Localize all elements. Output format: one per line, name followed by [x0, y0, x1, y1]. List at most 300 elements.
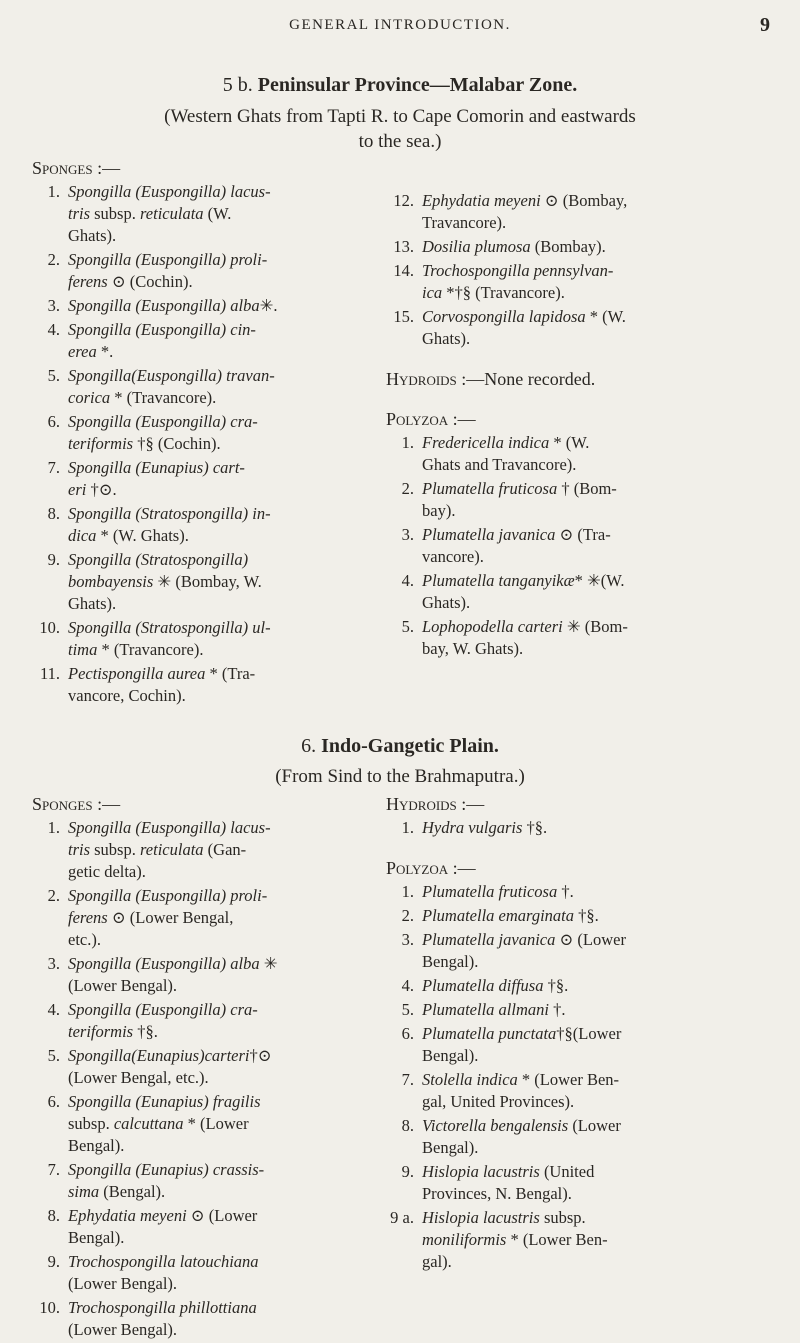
item-text: ⊙ (Tra- [555, 525, 611, 544]
item-line [422, 478, 771, 500]
list-item [32, 1091, 372, 1157]
item-line [68, 181, 372, 203]
section-6-subtitle [100, 764, 700, 789]
item-text: ✳ (Bom- [562, 617, 628, 636]
list-item [386, 817, 771, 839]
item-line [68, 387, 372, 409]
list-item [386, 478, 771, 522]
item-line [422, 236, 771, 258]
item-line [68, 975, 372, 997]
taxon-name: Plumatella diffusa [422, 976, 544, 995]
taxon-name: Plumatella javanica [422, 930, 556, 949]
item-number: 3. [47, 954, 60, 973]
section-5b-left-column [32, 157, 372, 709]
item-text: Bengal). [68, 1228, 125, 1247]
taxon-name: reticulata [139, 840, 204, 859]
item-text: † (Bom- [557, 479, 617, 498]
list-item [32, 617, 372, 661]
item-line [422, 1115, 771, 1137]
item-text: (Gan- [203, 840, 247, 859]
item-number: 1. [47, 182, 60, 201]
item-line [422, 929, 771, 951]
item-line [68, 617, 372, 639]
item-text: subsp. [68, 1114, 114, 1133]
item-text: †§. [543, 976, 569, 995]
list-item [32, 1159, 372, 1203]
item-number: 5. [47, 366, 60, 385]
item-line [68, 593, 372, 615]
section-5b-sponges-list-continued [386, 190, 771, 350]
item-line [422, 432, 771, 454]
list-item [32, 249, 372, 293]
list-item [386, 999, 771, 1021]
item-line [422, 616, 771, 638]
taxon-name: ica [422, 283, 443, 302]
list-item [32, 295, 372, 317]
section-6-hydroids-list [386, 817, 771, 839]
item-number: 8. [47, 1206, 60, 1225]
item-text: etc.). [68, 930, 101, 949]
list-item [386, 1069, 771, 1113]
taxon-name: Spongilla (Eunapius) cart- [68, 458, 245, 477]
list-item [386, 236, 771, 258]
list-item [32, 885, 372, 951]
taxon-name: tima [68, 640, 98, 659]
taxon-name: Plumatella javanica [422, 525, 556, 544]
item-line [422, 592, 771, 614]
item-text: getic delta). [68, 862, 146, 881]
item-number: 9. [47, 1252, 60, 1271]
list-item [386, 1023, 771, 1067]
taxon-name: dica [68, 526, 97, 545]
list-item [32, 181, 372, 247]
item-text: bay). [422, 501, 456, 520]
item-line [68, 319, 372, 341]
item-line [68, 1297, 372, 1319]
item-text: gal, United Provinces). [422, 1092, 575, 1111]
item-text: Bengal). [422, 1138, 479, 1157]
section-5b-sponges-list [32, 181, 372, 707]
item-text: (Lower Bengal). [68, 976, 178, 995]
taxon-name: ferens [68, 908, 108, 927]
list-item [386, 616, 771, 660]
taxon-name: Spongilla(Euspongilla) travan- [68, 366, 275, 385]
item-line [422, 546, 771, 568]
item-number: 7. [47, 458, 60, 477]
item-line [68, 457, 372, 479]
item-text: †§. [522, 818, 548, 837]
taxon-name: teriformis [68, 434, 134, 453]
item-text: * (Travancore). [97, 640, 204, 659]
list-item [32, 411, 372, 455]
item-line [68, 861, 372, 883]
section-5b-polyzoa-title: Polyzoa :— [386, 409, 476, 429]
item-text: Ghats). [422, 593, 471, 612]
taxon-name: Hydra vulgaris [422, 818, 523, 837]
item-line [422, 1091, 771, 1113]
item-text: * (Tra- [205, 664, 256, 683]
taxon-name: Victorella bengalensis [422, 1116, 569, 1135]
item-number: 7. [47, 1160, 60, 1179]
list-item [386, 1207, 771, 1273]
taxon-name: teriformis [68, 1022, 134, 1041]
taxon-name: Spongilla (Eunapius) fragilis [68, 1092, 261, 1111]
item-number: 9. [47, 550, 60, 569]
item-number: 2. [401, 906, 414, 925]
item-number: 3. [47, 296, 60, 315]
list-item [386, 524, 771, 568]
item-number: 7. [401, 1070, 414, 1089]
item-number: 3. [401, 525, 414, 544]
item-line [68, 1273, 372, 1295]
taxon-name: calcuttana [113, 1114, 184, 1133]
item-line [422, 306, 771, 328]
item-line [68, 249, 372, 271]
taxon-name: Spongilla (Stratospongilla) [68, 550, 249, 569]
taxon-name: ferens [68, 272, 108, 291]
item-number: 14. [393, 261, 414, 280]
item-text: †§. [133, 1022, 158, 1041]
item-line [68, 503, 372, 525]
item-text: * (W. [585, 307, 626, 326]
item-text: * (W. [549, 433, 590, 452]
item-line [68, 1251, 372, 1273]
taxon-name: Lophopodella carteri [422, 617, 563, 636]
taxon-name: bombayensis [68, 572, 154, 591]
taxon-name: Spongilla (Euspongilla) lacus- [68, 182, 271, 201]
item-number: 4. [401, 571, 414, 590]
item-text: bay, W. Ghats). [422, 639, 524, 658]
item-text: ✳. [259, 296, 278, 315]
section-5b-title: Peninsular Province—Malabar Zone. [257, 74, 578, 96]
item-line [422, 999, 771, 1021]
item-number: 5. [47, 1046, 60, 1065]
taxon-name: Hislopia lacustris [422, 1162, 540, 1181]
item-text: * (Lower [183, 1114, 249, 1133]
taxon-name: reticulata [139, 204, 204, 223]
item-text: (Lower Bengal). [68, 1320, 178, 1339]
list-item [386, 929, 771, 973]
item-line [68, 433, 372, 455]
item-number: 2. [47, 250, 60, 269]
list-item [386, 432, 771, 476]
item-line [68, 295, 372, 317]
item-number: 2. [401, 479, 414, 498]
item-number: 1. [401, 818, 414, 837]
item-line [68, 885, 372, 907]
item-line [68, 1159, 372, 1181]
item-number: 10. [39, 618, 60, 637]
item-line [68, 225, 372, 247]
item-line [422, 881, 771, 903]
list-item [32, 365, 372, 409]
item-text: †⊙ [249, 1046, 272, 1065]
item-line [422, 951, 771, 973]
item-text: ✳ [259, 954, 278, 973]
item-line [68, 411, 372, 433]
item-number: 6. [47, 1092, 60, 1111]
item-line [68, 1045, 372, 1067]
item-text: * (Travancore). [110, 388, 217, 407]
item-line [68, 1091, 372, 1113]
item-line [68, 817, 372, 839]
item-line [68, 203, 372, 225]
running-head-title: GENERAL INTRODUCTION. [289, 17, 511, 33]
taxon-name: sima [68, 1182, 100, 1201]
taxon-name: Trochospongilla latouchiana [68, 1252, 259, 1271]
item-line [68, 1319, 372, 1341]
section-5b-hydroids-text: —None recorded. [466, 369, 596, 389]
item-number: 8. [47, 504, 60, 523]
section-6-left-column [32, 793, 372, 1343]
list-item [386, 570, 771, 614]
section-6-right-column [386, 793, 771, 1275]
item-text: (W. [203, 204, 232, 223]
section-5b-hydroids [386, 368, 771, 390]
list-item [32, 999, 372, 1043]
list-item [32, 1297, 372, 1341]
item-line [422, 905, 771, 927]
item-line [68, 479, 372, 501]
taxon-name: Spongilla (Euspongilla) cra- [68, 412, 258, 431]
item-text: ⊙ (Bombay, [540, 191, 628, 210]
item-text: †§. [574, 906, 599, 925]
taxon-name: Trochospongilla pennsylvan- [422, 261, 614, 280]
item-number: 6. [401, 1024, 414, 1043]
item-line [422, 190, 771, 212]
item-line [68, 663, 372, 685]
list-item [32, 503, 372, 547]
item-text: * (W. Ghats). [96, 526, 189, 545]
item-number: 9 a. [390, 1208, 414, 1227]
taxon-name: moniliformis [422, 1230, 507, 1249]
section-6-polyzoa-title: Polyzoa :— [386, 858, 476, 878]
taxon-name: Ephydatia meyeni [68, 1206, 187, 1225]
taxon-name: Stolella indica [422, 1070, 518, 1089]
list-item [386, 905, 771, 927]
taxon-name: Plumatella fruticosa [422, 882, 558, 901]
item-number: 8. [401, 1116, 414, 1135]
item-number: 4. [47, 320, 60, 339]
list-item [32, 1251, 372, 1295]
item-number: 15. [393, 307, 414, 326]
item-line [422, 1069, 771, 1091]
item-line [422, 328, 771, 350]
list-item [32, 457, 372, 501]
item-line [68, 1135, 372, 1157]
item-line [68, 1113, 372, 1135]
item-line [68, 1227, 372, 1249]
item-number: 1. [401, 882, 414, 901]
taxon-name: Spongilla (Stratospongilla) ul- [68, 618, 271, 637]
item-line [68, 341, 372, 363]
taxon-name: Plumatella emarginata [422, 906, 574, 925]
list-item [386, 306, 771, 350]
item-number: 5. [401, 1000, 414, 1019]
item-text: Bengal). [68, 1136, 125, 1155]
item-line [68, 525, 372, 547]
item-line [68, 365, 372, 387]
list-item [32, 1045, 372, 1089]
item-number: 9. [401, 1162, 414, 1181]
item-text: †§(Lower [556, 1024, 622, 1043]
item-line [68, 1205, 372, 1227]
section-5b-sponges-title: Sponges :— [32, 158, 121, 178]
section-5b-subtitle-line-2: to the sea.) [358, 131, 442, 152]
taxon-name: Plumatella fruticosa [422, 479, 558, 498]
section-5b-right-column [386, 190, 771, 662]
item-line [422, 1023, 771, 1045]
taxon-name: Spongilla (Euspongilla) cin- [68, 320, 256, 339]
taxon-name: Hislopia lacustris [422, 1208, 540, 1227]
item-line [422, 454, 771, 476]
item-text: Ghats). [422, 329, 471, 348]
section-5b-subtitle [100, 104, 700, 154]
item-text: Bengal). [422, 1046, 479, 1065]
item-number: 10. [39, 1298, 60, 1317]
item-text: subsp. [539, 1208, 586, 1227]
list-item [32, 319, 372, 363]
list-item [32, 953, 372, 997]
taxon-name: Spongilla (Euspongilla) proli- [68, 250, 268, 269]
item-text: (Lower [568, 1116, 621, 1135]
item-line [422, 1229, 771, 1251]
taxon-name: Plumatella allmani [422, 1000, 549, 1019]
item-text: *†§ (Travancore). [442, 283, 565, 302]
item-text: *. [96, 342, 114, 361]
item-text: †⊙. [86, 480, 117, 499]
item-number: 13. [393, 237, 414, 256]
taxon-name: tris [68, 204, 91, 223]
item-text: subsp. [90, 840, 140, 859]
item-text: ⊙ (Lower Bengal, [107, 908, 234, 927]
section-5b-subtitle-line-1: (Western Ghats from Tapti R. to Cape Comorin and eastwards [164, 106, 636, 127]
item-number: 3. [401, 930, 414, 949]
item-text: ⊙ (Lower [555, 930, 626, 949]
item-text: (Bombay). [530, 237, 606, 256]
item-text: (Lower Bengal, etc.). [68, 1068, 209, 1087]
item-line [68, 1067, 372, 1089]
item-number: 1. [401, 433, 414, 452]
item-line [68, 685, 372, 707]
section-5b-hydroids-title: Hydroids : [386, 369, 467, 389]
page-number: 9 [760, 14, 770, 36]
item-line [422, 638, 771, 660]
list-item [386, 1161, 771, 1205]
item-line [68, 1021, 372, 1043]
item-line [422, 570, 771, 592]
item-line [68, 1181, 372, 1203]
item-line [68, 953, 372, 975]
list-item [32, 663, 372, 707]
item-number: 1. [47, 818, 60, 837]
item-text: Bengal). [422, 952, 479, 971]
item-number: 5. [401, 617, 414, 636]
list-item [386, 1115, 771, 1159]
section-6-subtitle-line-1: (From Sind to the Brahmaputra.) [275, 766, 525, 787]
taxon-name: Spongilla (Euspongilla) cra- [68, 1000, 258, 1019]
taxon-name: eri [68, 480, 87, 499]
item-text: ⊙ (Lower [186, 1206, 258, 1225]
section-6-hydroids-title: Hydroids :— [386, 794, 485, 814]
item-line [422, 1183, 771, 1205]
section-5b-heading [0, 74, 800, 97]
item-line [68, 571, 372, 593]
taxon-name: Dosilia plumosa [422, 237, 531, 256]
list-item [32, 817, 372, 883]
item-text: Ghats). [68, 226, 117, 245]
section-6-title: Indo-Gangetic Plain. [321, 735, 499, 757]
item-text: ✳ (Bombay, W. [153, 572, 262, 591]
list-item [386, 881, 771, 903]
item-number: 12. [393, 191, 414, 210]
section-5b-number: 5 b. [222, 74, 253, 96]
item-line [422, 524, 771, 546]
section-5b-polyzoa-list [386, 432, 771, 660]
section-6-sponges-title: Sponges :— [32, 794, 121, 814]
taxon-name: Spongilla(Eunapius)carteri [68, 1046, 250, 1065]
item-text: †§ (Cochin). [133, 434, 221, 453]
list-item [32, 1205, 372, 1249]
item-text: Ghats). [68, 594, 117, 613]
item-text: (Lower Bengal). [68, 1274, 178, 1293]
taxon-name: Plumatella tanganyikæ [422, 571, 575, 590]
list-item [386, 975, 771, 997]
item-line [68, 639, 372, 661]
item-text: * ✳(W. [574, 571, 625, 590]
taxon-name: tris [68, 840, 91, 859]
item-text: gal). [422, 1252, 452, 1271]
item-line [422, 1137, 771, 1159]
section-6-sponges-list [32, 817, 372, 1341]
item-number: 2. [47, 886, 60, 905]
item-text: Ghats and Travancore). [422, 455, 577, 474]
taxon-name: Spongilla (Stratospongilla) in- [68, 504, 271, 523]
item-line [422, 500, 771, 522]
list-item [32, 549, 372, 615]
section-6-polyzoa-list [386, 881, 771, 1273]
taxon-name: Plumatella punctata [422, 1024, 557, 1043]
item-line [422, 260, 771, 282]
item-text: vancore, Cochin). [68, 686, 186, 705]
item-text: subsp. [90, 204, 140, 223]
taxon-name: Spongilla (Euspongilla) alba [68, 954, 260, 973]
item-line [68, 929, 372, 951]
item-line [422, 282, 771, 304]
item-line [422, 1251, 771, 1273]
item-text: vancore). [422, 547, 484, 566]
list-item [386, 190, 771, 234]
item-text: ⊙ (Cochin). [107, 272, 193, 291]
taxon-name: corica [68, 388, 111, 407]
section-6-heading [0, 735, 800, 758]
item-text: (Bengal). [99, 1182, 166, 1201]
item-line [422, 817, 771, 839]
item-line [422, 1207, 771, 1229]
item-line [422, 212, 771, 234]
running-head [0, 14, 800, 38]
section-6-number: 6. [301, 735, 317, 757]
list-item [386, 260, 771, 304]
item-line [68, 999, 372, 1021]
item-text: Provinces, N. Bengal). [422, 1184, 572, 1203]
item-line [422, 975, 771, 997]
item-line [68, 839, 372, 861]
taxon-name: Spongilla (Euspongilla) lacus- [68, 818, 271, 837]
item-text: (United [539, 1162, 595, 1181]
item-line [68, 549, 372, 571]
item-number: 11. [39, 664, 60, 683]
